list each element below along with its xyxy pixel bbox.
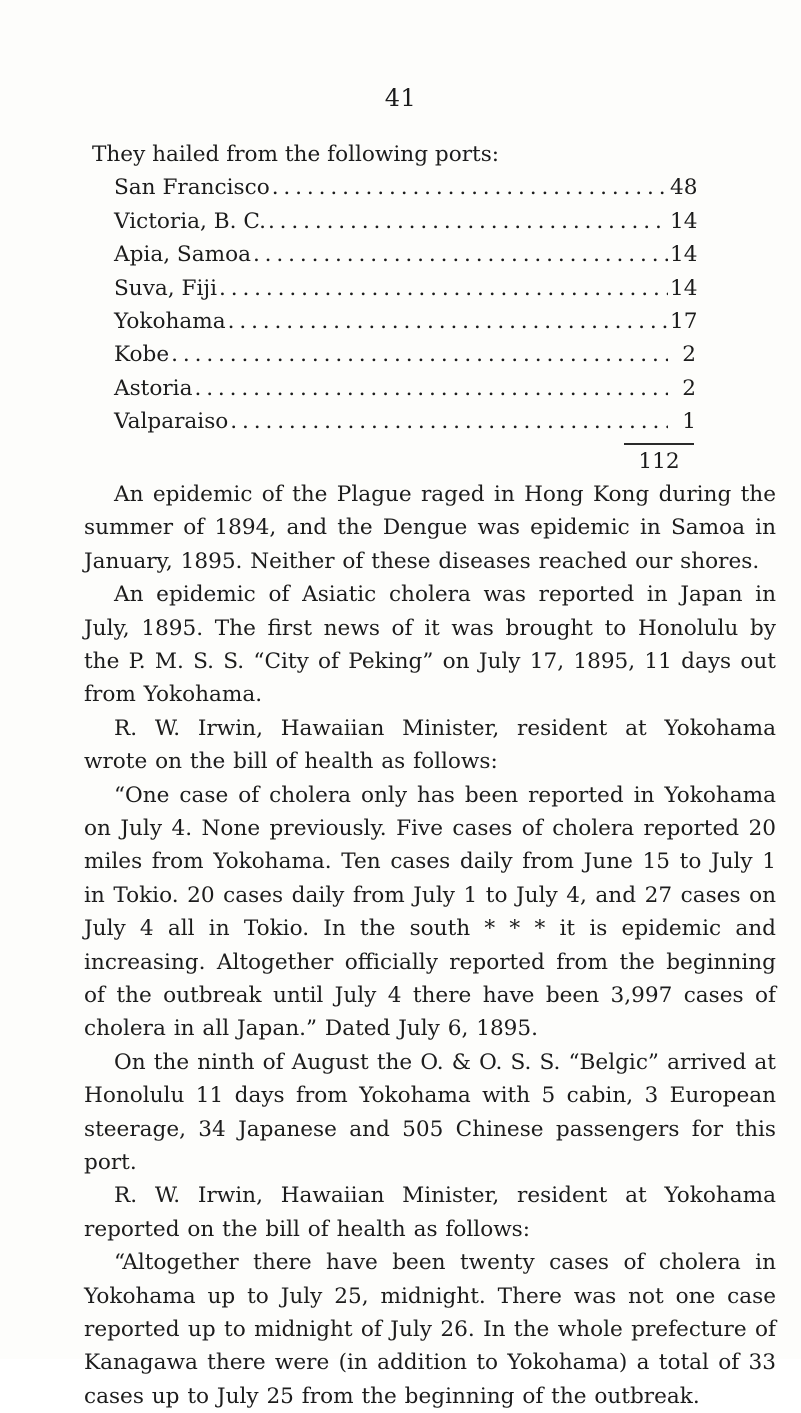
dot-leader bbox=[219, 272, 668, 305]
port-count: 48 bbox=[670, 175, 698, 201]
paragraph-plague: An epidemic of the Plague raged in Hong Kong during the summer of 1894, and the Dengue was epidemic in Samoa in January, 1895. Neither of these diseases reached our shores. bbox=[84, 481, 776, 574]
port-count: 1 bbox=[682, 409, 696, 435]
port-row bbox=[84, 305, 776, 338]
port-count: 17 bbox=[670, 308, 698, 334]
dot-leader bbox=[272, 171, 668, 204]
port-count: 14 bbox=[670, 242, 698, 268]
paragraph-irwin-quote: “One case of cholera only has been reported in Yokohama on July 4. None previously. Five cases of cholera reported 20 miles from Yokohama. Ten cases daily from June 15 to July 1 in Tokio. 20 cases daily from July 1 to July 4, and 27 cases on July 4 all in Tokio. In the south * * * it is epidemic and increasing. Altogether officially reported from the beginning of the outbreak until July 4 there have been 3,997 cases of cholera in all Japan.” Dated July 6, 1895. bbox=[84, 782, 776, 1042]
paragraph-belgic-arrival: On the ninth of August the O. & O. S. S. “Belgic” arrived at Honolulu 11 days from Yokohama with 5 cabin, 3 European steerage, 34 Japanese and 505 Chinese passengers for this port. bbox=[84, 1049, 776, 1176]
ports-list bbox=[84, 171, 776, 438]
paragraph-irwin-second-quote: “Altogether there have been twenty cases of cholera in Yokohama up to July 25, midnight. There was not one case reported up to midnight of July 26. In the whole prefecture of Kanagawa there were (in addition to Yokohama) a total of 33 cases up to July 25 from the beginning of the outbreak. bbox=[84, 1250, 776, 1409]
paragraph-irwin-intro: R. W. Irwin, Hawaiian Minister, resident at Yokohama wrote on the bill of health as follows: bbox=[84, 715, 776, 775]
port-count: 2 bbox=[682, 375, 696, 401]
page-number: 41 bbox=[384, 84, 417, 112]
dot-leader bbox=[268, 205, 668, 238]
port-row bbox=[84, 171, 776, 204]
port-name: Apia, Samoa bbox=[114, 242, 251, 268]
port-name: Astoria bbox=[114, 375, 193, 401]
port-name: Victoria, B. C. bbox=[114, 208, 266, 234]
port-name: Yokohama bbox=[114, 308, 226, 334]
ports-total: 112 bbox=[638, 448, 680, 474]
dot-leader bbox=[230, 405, 668, 438]
ports-intro: They hailed from the following ports: bbox=[92, 142, 500, 167]
port-name: Kobe bbox=[114, 342, 170, 368]
port-row bbox=[84, 372, 776, 405]
dot-leader bbox=[228, 305, 668, 338]
port-row bbox=[84, 338, 776, 371]
dot-leader bbox=[194, 372, 668, 405]
port-count: 14 bbox=[670, 275, 698, 301]
dot-leader bbox=[171, 338, 668, 371]
port-row bbox=[84, 205, 776, 238]
port-row bbox=[84, 272, 776, 305]
port-row bbox=[84, 405, 776, 438]
paragraph-cholera-report: An epidemic of Asiatic cholera was reported in Japan in July, 1895. The first news of it was brought to Honolulu by the P. M. S. S. “City of Peking” on July 17, 1895, 11 days out from Yokohama. bbox=[84, 582, 776, 708]
port-name: Valparaiso bbox=[114, 409, 229, 435]
port-count: 14 bbox=[670, 208, 698, 234]
page-body bbox=[84, 138, 776, 1413]
port-name: Suva, Fiji bbox=[114, 275, 217, 301]
port-count: 2 bbox=[682, 342, 696, 368]
port-name: San Francisco bbox=[114, 175, 270, 201]
paragraph-irwin-second-intro: R. W. Irwin, Hawaiian Minister, resident at Yokohama reported on the bill of health as follows: bbox=[84, 1183, 776, 1242]
port-row bbox=[84, 238, 776, 271]
dot-leader bbox=[253, 238, 668, 271]
